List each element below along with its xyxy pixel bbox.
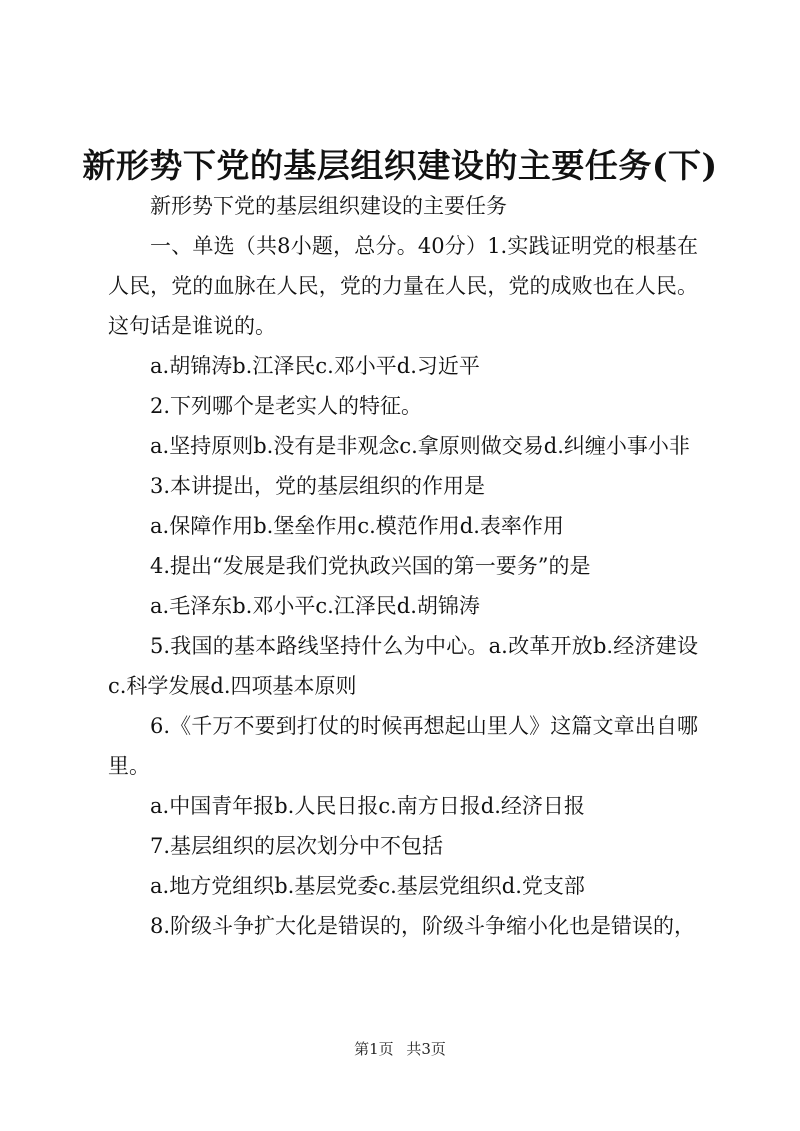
paragraph-question-3: 3.本讲提出，党的基层组织的作用是 bbox=[150, 474, 486, 498]
paragraph-options-7: a.地方党组织b.基层党委c.基层党组织d.党支部 bbox=[150, 874, 585, 898]
page-footer bbox=[0, 1038, 800, 1059]
paragraph-options-6: a.中国青年报b.人民日报c.南方日报d.经济日报 bbox=[150, 794, 585, 818]
paragraph-question-8: 8.阶级斗争扩大化是错误的，阶级斗争缩小化也是错误的， bbox=[150, 914, 696, 938]
paragraph-options-4: a.毛泽东b.邓小平c.江泽民d.胡锦涛 bbox=[150, 594, 480, 618]
paragraph-options-2: a.坚持原则b.没有是非观念c.拿原则做交易d.纠缠小事小非 bbox=[150, 434, 690, 458]
paragraph-subtitle: 新形势下党的基层组织建设的主要任务 bbox=[150, 194, 507, 218]
paragraph-question-2: 2.下列哪个是老实人的特征。 bbox=[150, 394, 423, 418]
paragraph-question-6: 6.《千万不要到打仗的时候再想起山里人》这篇文章出自哪里。 bbox=[108, 714, 698, 778]
paragraph-options-1: a.胡锦涛b.江泽民c.邓小平d.习近平 bbox=[150, 354, 480, 378]
paragraph-options-3: a.保障作用b.堡垒作用c.模范作用d.表率作用 bbox=[150, 514, 564, 538]
document-title: 新形势下党的基层组织建设的主要任务(下) bbox=[82, 146, 718, 185]
page-number: 第1页 bbox=[354, 1040, 394, 1058]
paragraph-question-4: 4.提出“发展是我们党执政兴国的第一要务”的是 bbox=[150, 554, 591, 578]
document-body bbox=[108, 186, 698, 946]
paragraph-question-1: 一、单选（共8小题，总分。40分）1.实践证明党的根基在人民，党的血脉在人民，党的力量在人民，党的成败也在人民。这句话是谁说的。 bbox=[108, 234, 698, 338]
page-total: 共3页 bbox=[406, 1040, 446, 1058]
paragraph-question-7: 7.基层组织的层次划分中不包括 bbox=[150, 834, 444, 858]
paragraph-question-5: 5.我国的基本路线坚持什么为中心。a.改革开放b.经济建设c.科学发展d.四项基本原则 bbox=[108, 634, 698, 698]
